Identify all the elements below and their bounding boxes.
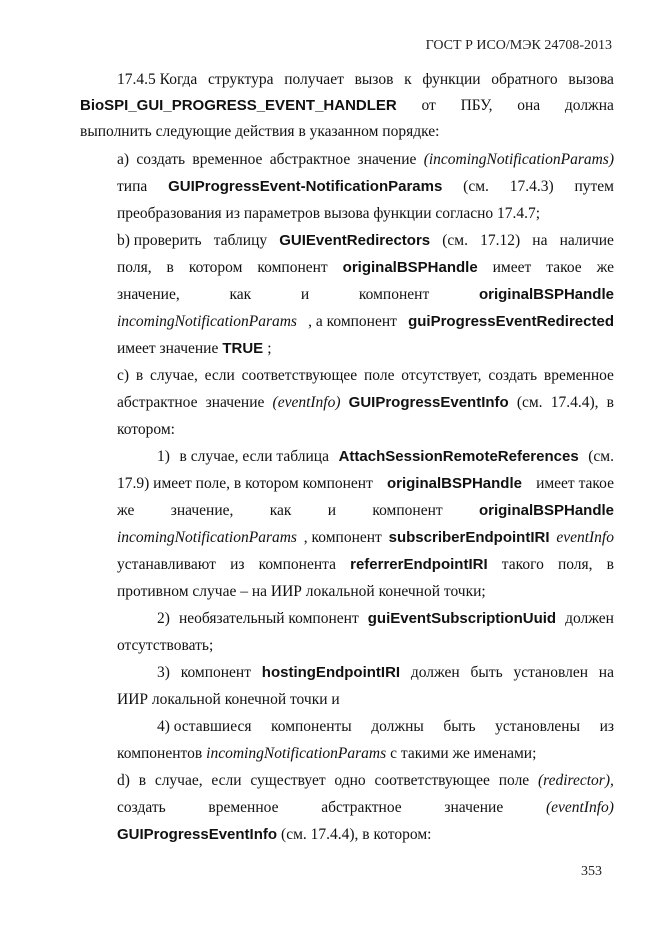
text-run: на <box>598 664 614 681</box>
text-run: и <box>300 286 310 303</box>
text-run: в случае, если таблица <box>179 448 329 465</box>
text-run: соответствующее <box>241 367 358 384</box>
text-line <box>117 420 614 440</box>
text-run: как <box>229 286 252 303</box>
text-run: функции <box>422 71 481 88</box>
text-run: в <box>606 394 614 411</box>
code-identifier: hostingEndpointIRI <box>261 664 401 681</box>
text-run: значение <box>205 394 265 411</box>
text-run: такого <box>501 556 544 573</box>
text-run: компонента <box>258 556 336 573</box>
text-run: b) проверить <box>117 232 202 249</box>
text-run: должен <box>410 664 460 681</box>
text-run: в <box>138 772 147 789</box>
text-line <box>117 582 614 602</box>
text-run: случае, <box>150 367 198 384</box>
code-identifier: referrerEndpointIRI <box>350 556 488 573</box>
text-run: абстрактное <box>117 394 198 411</box>
code-identifier: GUIEventRedirectors <box>279 232 431 249</box>
text-run: компонентов <box>117 745 203 762</box>
text-line <box>117 231 614 251</box>
text-run: с) <box>117 367 130 384</box>
text-run: в <box>135 367 144 384</box>
text-run: значение <box>444 799 504 816</box>
text-run: и <box>327 502 337 519</box>
text-line <box>157 447 614 467</box>
text-line <box>117 150 614 170</box>
text-run: 3) <box>157 664 170 681</box>
text-line <box>117 204 614 224</box>
text-run: компонент <box>257 259 328 276</box>
text-run: (см. <box>516 394 543 411</box>
text-run: компонент <box>180 664 251 681</box>
text-run: в <box>606 556 614 573</box>
text-run: одно <box>334 772 366 789</box>
text-run: абстрактное <box>321 799 402 816</box>
text-run: ; <box>267 340 272 357</box>
text-run: имеет такое <box>536 475 614 492</box>
text-run: же <box>117 502 135 519</box>
text-line <box>117 258 614 278</box>
page-number: 353 <box>581 864 602 879</box>
text-line <box>117 312 614 332</box>
code-identifier: GUIProgressEvent-NotificationParams <box>168 178 443 195</box>
text-run: 17.4.4), <box>550 394 599 411</box>
text-run: как <box>269 502 292 519</box>
text-line <box>157 717 614 737</box>
text-run: должен <box>565 610 614 627</box>
text-run: (см. 17.4.4), в котором: <box>281 826 432 843</box>
text-run: соответствующее <box>374 772 490 789</box>
text-run: такое <box>546 259 582 276</box>
text-line <box>117 177 614 197</box>
text-run: путем <box>574 178 614 195</box>
text-run: а) <box>117 151 130 168</box>
text-run: 2) <box>157 610 170 627</box>
text-run: имеет <box>492 259 532 276</box>
code-identifier: originalBSPHandle <box>386 475 522 492</box>
text-run: установлены <box>495 718 581 735</box>
text-line <box>80 122 614 142</box>
italic-term: (eventInfo) <box>545 799 614 816</box>
text-run: она <box>517 97 541 114</box>
text-run: с такими же именами; <box>390 745 537 762</box>
text-run: поле <box>498 772 530 789</box>
text-run: абстрактное <box>269 151 351 168</box>
text-line <box>117 771 614 791</box>
text-run: вызов <box>354 71 394 88</box>
text-line <box>117 393 614 413</box>
text-run: котором: <box>117 421 175 438</box>
italic-term: incomingNotificationParams <box>117 529 297 546</box>
text-run: из <box>599 718 614 735</box>
text-run: должны <box>371 718 424 735</box>
italic-term: (redirector), <box>537 772 614 789</box>
text-run: к <box>404 71 412 88</box>
text-run: структура <box>208 71 274 88</box>
text-run: установлен <box>513 664 588 681</box>
code-identifier: subscriberEndpointIRI <box>388 529 550 546</box>
text-run: 4) оставшиеся <box>157 718 252 735</box>
code-identifier: GUIProgressEventInfo <box>117 826 278 843</box>
text-run: создать <box>488 367 538 384</box>
text-line <box>117 555 614 575</box>
text-run: если <box>211 772 242 789</box>
text-run: компоненты <box>271 718 352 735</box>
text-line <box>117 825 614 845</box>
text-line <box>117 798 614 818</box>
text-run: таблицу <box>213 232 268 249</box>
text-line <box>117 501 614 521</box>
text-run: создать <box>117 799 166 816</box>
text-run: компонент <box>358 286 430 303</box>
text-run: из <box>230 556 245 573</box>
text-run: в <box>166 259 174 276</box>
text-run: существует <box>250 772 326 789</box>
text-run: имеет значение <box>117 340 219 357</box>
text-run: необязательный компонент <box>178 610 359 627</box>
text-run: , а компонент <box>308 313 397 330</box>
text-run: вызова <box>568 71 614 88</box>
code-identifier: originalBSPHandle <box>342 259 478 276</box>
text-run: (см. <box>588 448 614 465</box>
text-run: временное <box>192 151 263 168</box>
code-identifier: originalBSPHandle <box>478 286 614 303</box>
text-run: значение, <box>170 502 234 519</box>
text-run: устанавливают <box>117 556 216 573</box>
text-line <box>117 474 614 494</box>
text-run: поле <box>364 367 395 384</box>
text-line <box>117 285 614 305</box>
text-run: же <box>596 259 614 276</box>
text-run: должна <box>564 97 614 114</box>
text-run: (см. <box>442 232 468 249</box>
text-run: временное <box>543 367 614 384</box>
text-line <box>117 366 614 386</box>
text-run: типа <box>117 178 148 195</box>
text-run: 17.12) <box>480 232 521 249</box>
text-run: 17.4.3) <box>509 178 554 195</box>
italic-term: incomingNotificationParams <box>206 745 387 762</box>
code-identifier: AttachSessionRemoteReferences <box>338 448 579 465</box>
italic-term: incomingNotificationParams <box>117 313 297 330</box>
text-run: компонент <box>372 502 443 519</box>
text-line <box>117 636 614 656</box>
code-identifier: BioSPI_GUI_PROGRESS_EVENT_HANDLER <box>80 97 397 114</box>
text-run: 1) <box>157 448 170 465</box>
text-run: быть <box>470 664 503 681</box>
text-line <box>80 96 614 116</box>
text-run: выполнить следующие действия в указанном порядке: <box>80 123 440 140</box>
text-run: 17.4.5 Когда <box>117 71 198 88</box>
text-run: от <box>421 97 436 114</box>
text-run: , компонент <box>303 529 382 546</box>
text-run: d) <box>117 772 130 789</box>
italic-term: (incomingNotificationParams) <box>423 151 614 168</box>
text-line <box>117 690 614 710</box>
text-run: обратного <box>491 71 558 88</box>
text-run: (см. <box>463 178 489 195</box>
code-identifier: guiEventSubscriptionUuid <box>367 610 557 627</box>
text-run: быть <box>443 718 476 735</box>
document-header: ГОСТ Р ИСО/МЭК 24708-2013 <box>425 38 612 53</box>
text-run: отсутствует, <box>401 367 482 384</box>
text-run: ИИР локальной конечной точки и <box>117 691 340 708</box>
text-line <box>157 663 614 683</box>
text-run: на <box>532 232 548 249</box>
code-identifier: GUIProgressEventInfo <box>348 394 509 411</box>
text-run: 17.9) имеет поле, в котором компонент <box>117 475 373 492</box>
text-run: преобразования из параметров вызова функции согласно 17.4.7; <box>117 205 541 222</box>
code-identifier: guiProgressEventRedirected <box>408 313 614 330</box>
text-run: значение, <box>117 286 180 303</box>
text-line <box>157 609 614 629</box>
text-run: временное <box>208 799 279 816</box>
code-identifier: TRUE <box>222 340 264 357</box>
text-run: ПБУ, <box>460 97 493 114</box>
text-run: поля, <box>557 556 593 573</box>
text-run: получает <box>284 71 344 88</box>
text-run: случае, <box>154 772 203 789</box>
text-line <box>117 528 614 548</box>
text-run: котором <box>188 259 243 276</box>
text-line <box>117 744 614 764</box>
text-run: создать <box>136 151 186 168</box>
italic-term: eventInfo <box>556 529 614 546</box>
italic-term: (eventInfo) <box>272 394 341 411</box>
text-line <box>117 70 614 90</box>
text-run: если <box>204 367 235 384</box>
code-identifier: originalBSPHandle <box>478 502 614 519</box>
text-line <box>117 339 614 359</box>
text-run: наличие <box>559 232 614 249</box>
text-run: противном случае – на ИИР локальной конечной точки; <box>117 583 486 600</box>
text-run: отсутствовать; <box>117 637 214 654</box>
text-run: значение <box>357 151 417 168</box>
text-run: поля, <box>117 259 152 276</box>
